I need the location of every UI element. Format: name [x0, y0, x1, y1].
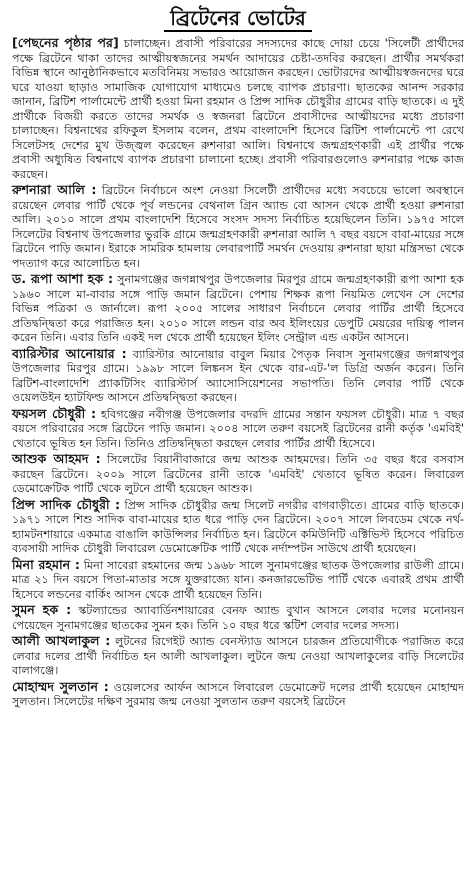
paragraph-text: হবিগঞ্জের নবীগঞ্জ উপজেলার বদরদি গ্রামের সন্তান ফয়সল চৌধুরী। মাত্র ৭ বছর বয়সে পরিবারের সঙ্গে ব্রিটেনে পাড়ি জমান। ২০০৪ সালে তরুণ বয়সেই ব্রিটেনের রানী কর্তৃক 'এমবিই' খেতাবে ভূষিত হন তিনি। তিনিও প্রতিদ্বন্দ্বিতা করছেন লেবার পার্টির প্রার্থী হিসেবে।	[12, 407, 464, 450]
article-paragraph	[12, 36, 464, 182]
headline: ব্রিটেনের ভোটের	[164, 6, 312, 32]
paragraph-lead: প্রিন্স সাদিক চৌধুরী :	[12, 496, 120, 512]
paragraph-text: ওয়েলসের আর্ফন আসনে লিবারেল ডেমোক্রেট দলের প্রার্থী হয়েছেন মোহাম্মদ সুলতান। সিলেটের দক্ষিণ সুরমায় জন্ম নেওয়া সুলতান তরুণ বয়সেই ব্রিটেনে	[12, 680, 464, 708]
paragraph-text: ব্রিটেনে নির্বাচনে অংশ নেওয়া সিলেটী প্রার্থীদের মধ্যে সবচেয়ে ভালো অবস্থানে রয়েছেন লেবার পার্টি থেকে পূর্ব লন্ডনের বেথনাল গ্রিন অ্যান্ড বো আসন থেকে প্রার্থী হওয়া রুশনারা আলি। ২০১০ সালে প্রথম বাংলাদেশি হিসেবে সংসদ সদস্য নির্বাচিত হয়েছিলেন তিনি। ১৯৭৫ সালে সিলেটের বিশ্বনাথ উপজেলার ভুরকি গ্রামে জন্মগ্রহণকারী রুশনারা আলি ৭ বছর বয়সে বাবা-মায়ের সঙ্গে ব্রিটেনে পাড়ি জমান। ইরাকে সামরিক হামলায় লেবারপার্টি সমর্থন দেওয়ায় রুশনারা ছায়া মন্ত্রিসভা থেকে পদত্যাগ করে আলোচিত হন।	[12, 184, 464, 270]
article-paragraph	[12, 452, 464, 497]
paragraph-text: চালাচ্ছেন। প্রবাসী পরিবারের সদস্যদের কাছে দোয়া চেয়ে 'সিলেটী প্রার্থীদের পক্ষে ব্রিটেনে থাকা তাদের আত্মীয়স্বজনের সমর্থন আদায়ের চেষ্টা-তদবির করছেন। প্রার্থীর সমর্থকরা বিভিন্ন স্থানে আনুষ্ঠানিকভাবে মতবিনিময় সভারও আয়োজন করছেন। ভোটারদের আত্মীয়স্বজনদের ঘরে ঘরে যাওয়া ছাড়াও সামাজিক যোগাযোগ মাধ্যমেও চলছে ব্যাপক প্রচারণা। ছাতকের আনন্দ সরকার জানান, ব্রিটিশ পার্লামেন্টে প্রার্থী হওয়া মিনা রহমান ও প্রিন্স সাদিক চৌধুরীর গ্রামের বাড়ি ছাতকে। এ দুই প্রার্থীকে বিজয়ী করতে তাদের সমর্থক ও স্বজনরা ব্রিটেনে প্রবাসীদের আত্মীয়দের মধ্যে প্রচারণা চালাচ্ছেন। বিশ্বনাথের রফিকুল ইসলাম বলেন, প্রথম বাংলাদেশি হিসেবে ব্রিটিশ পার্লামেন্টে পা রেখে সিলেটসহ দেশের মুখ উজ্জ্বল করেছেন রুশনারা আলি। বিশ্বনাথে জন্মগ্রহণকারী এই প্রার্থীর পক্ষে প্রবাসী অধ্যুষিত বিশ্বনাথে ব্যাপক প্রচারণা চালানো হচ্ছে। প্রবাসী পরিবারগুলোও রুশনারার পক্ষে কাজ করছেন।	[12, 37, 464, 181]
article-paragraph	[12, 603, 464, 633]
paragraph-lead: ফয়সল চৌধুরী :	[12, 405, 97, 421]
article-paragraph	[12, 407, 464, 452]
paragraph-lead: ব্যারিস্টার আনোয়ার :	[12, 345, 127, 361]
paragraph-lead: আশুক আহমদ :	[12, 451, 101, 466]
paragraph-lead: [পেছনের পৃষ্ঠার পর]	[12, 35, 119, 50]
article-paragraph	[12, 558, 464, 603]
paragraph-text: প্রিন্স সাদিক চৌধুরীর জন্ম সিলেট নগরীর বাগবাড়ীতে। গ্রামের বাড়ি ছাতকে। ১৯৭১ সালে শিশু সাদিক বাবা-মায়ের হাত ধরে পাড়ি দেন ব্রিটেনে। ২০০৭ সালে লিবডেম থেকে নর্থ-হ্যামটনশায়ারে একমাত্র বাঙালি কাউন্সিলর নির্বাচিত হন। ব্রিটেনে কমিউনিটি এক্টিভিস্ট হিসেবে পরিচিত ব্যবসায়ী সাদিক চৌধুরী লিবারেল ডেমোক্রেটিক পার্টি থেকে নর্দাম্পটন সাউথে প্রার্থী হয়েছেন।	[12, 498, 464, 555]
article-paragraph	[12, 183, 464, 271]
paragraph-text: মিনা সাবেরা রহমানের জন্ম ১৯৬৮ সালে সুনামগঞ্জের ছাতক উপজেলার রাউলী গ্রামে। মাত্র ২১ দিন বয়সে পিতা-মাতার সঙ্গে যুক্তরাজ্যে যান। কনজারভেটিভ পার্টি থেকে এবারই প্রথম প্রার্থী হিসেবে লন্ডনের বার্কিং আসন থেকে প্রার্থী হয়েছেন তিনি।	[12, 558, 464, 601]
article-paragraph	[12, 680, 464, 710]
paragraph-lead: ড. রূপা আশা হক :	[12, 271, 114, 286]
article-paragraph	[12, 347, 464, 406]
headline-wrap	[12, 6, 464, 32]
paragraph-lead: আলী আখলাকুল :	[12, 633, 111, 648]
paragraph-lead: মোহাম্মদ সুলতান :	[12, 678, 109, 694]
paragraph-text: ব্যারিস্টার আনোয়ার বাবুল মিয়ার পৈতৃক নিবাস সুনামগঞ্জের জগন্নাথপুর উপজেলার মিরপুর গ্রামে। ১৯৯৮ সালে লিঙ্কনস ইন থেকে বার-এট-'ল ডিগ্রি অর্জন করেন। তিনি ব্রিটিশ-বাংলাদেশি প্র্যাকটিসিং ব্যারিস্টার্স অ্যাসোসিয়েশনের সভাপতি। তিনি লেবার পার্টি থেকে ওয়েলউইন হ্যাটফিল্ড আসনে প্রতিদ্বন্দ্বিতা করছেন।	[12, 347, 464, 404]
paragraph-lead: রুশনারা আলি :	[12, 182, 97, 197]
article-paragraph	[12, 498, 464, 557]
article-paragraph	[12, 634, 464, 679]
article-paragraph	[12, 272, 464, 346]
paragraph-text: স্কটল্যান্ডের অ্যাবার্ডিনশায়ারের বেনফ অ্যান্ড বুখান আসনে লেবার দলের মনোনয়ন পেয়েছেন সুনামগঞ্জের ছাতকের সুমন হক। তিনি ১০ বছর ধরে স্কটিশ লেবার দলের সদস্য।	[12, 604, 464, 632]
paragraph-text: লুটনের রিগেইট অ্যান্ড বেনস্ট্যাড আসনে চারজন প্রতিযোগীকে পরাজিত করে লেবার দলের প্রার্থী নির্বাচিত হন আলী আখলাকুল। লুটনে জন্ম নেওয়া আখলাকুলের বাড়ি সিলেটের বালাগঞ্জে।	[12, 635, 464, 677]
paragraph-lead: সুমন হক :	[12, 602, 72, 617]
paragraph-text: সিলেটের বিয়ানীবাজারে জন্ম আশুক আহমদের। তিনি ৩৫ বছর ধরে বসবাস করছেন ব্রিটেনে। ২০০৯ সালে ব্রিটেনের রানী তাকে 'এমবিই' খেতাবে ভূষিত করেন। লিবারেল ডেমোক্রেটিক পার্টি থেকে লুটনে প্রার্থী হয়েছেন আশুক।	[12, 453, 464, 495]
paragraph-text: সুনামগঞ্জের জগন্নাথপুর উপজেলার মিরপুর গ্রামে জন্মগ্রহণকারী রূপা আশা হক ১৯৬০ সালে মা-বাবার সঙ্গে পাড়ি জমান ব্রিটেনে। পেশায় শিক্ষক রূপা নিয়মিত লেখেন সে দেশের বিভিন্ন পত্রিকা ও জার্নালে। রূপা ২০০৫ সালের সাধারণ নির্বাচনে লেবার পার্টির প্রার্থী হিসেবে প্রতিদ্বন্দ্বিতা করে পরাজিত হন। ২০১০ সালে লন্ডন বার অব ইলিংয়ের ডেপুটি মেয়রের দায়িত্ব পালন করেন তিনি। এবার তিনি একই দল থেকে প্রার্থী হয়েছেন ইলিং সেন্ট্রাল এন্ড একটন আসনে।	[12, 273, 464, 344]
paragraph-lead: মিনা রহমান :	[12, 556, 80, 572]
